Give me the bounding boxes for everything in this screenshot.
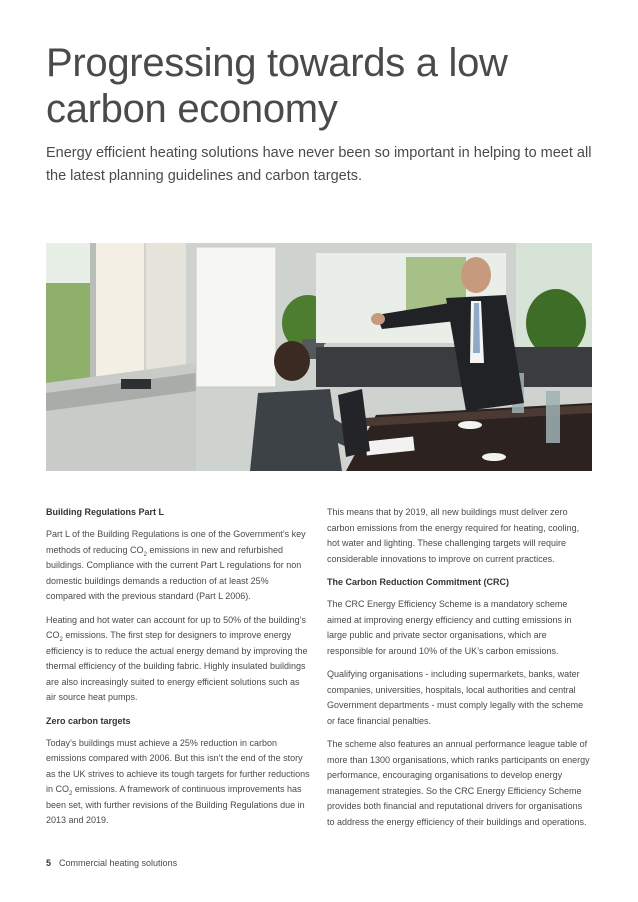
- heading-building-regulations: Building Regulations Part L: [46, 507, 165, 517]
- paragraph-crc-scheme: The CRC Energy Efficiency Scheme is a mandatory scheme aimed at improving energy efficiency and cutting emissions in large public and private sector organisations, which are responsible for around 10% of the UK’s carbon emissions.: [327, 599, 572, 656]
- page-title: Progressing towards a low carbon economy: [46, 41, 508, 131]
- left-column: [46, 505, 310, 837]
- paragraph-2019-buildings: This means that by 2019, all new buildings must deliver zero carbon emissions from the energy required for heating, cooling, hot water and lighting. These challenging targets will require considerable innovations to improve on current practices.: [327, 507, 580, 564]
- page-footer: [46, 858, 177, 868]
- heading-crc: The Carbon Reduction Commitment (CRC): [327, 577, 509, 587]
- meeting-photo-illustration: [46, 243, 592, 471]
- paragraph-heating-hot-water: Heating and hot water can account for up to 50% of the building’s $CO_2$ emissions. The first step for designers to improve energy efficiency is to reduce the actual energy demand by improving the thermal efficiency of the building fabric. Highly insulated buildings are also increasingly suited to energy efficient solutions such as air source heat pumps.: [46, 614, 308, 702]
- paragraph-league-table: The scheme also features an annual performance league table of more than 1300 organisations, which ranks participants on energy performance, encouraging organisations to develop energy management strategies. So the CRC Energy Efficiency Scheme provides both financial and reputational drivers for organisations to address the energy efficiency of their buildings and operations.: [327, 739, 590, 827]
- footer-section-title: Commercial heating solutions: [59, 858, 178, 868]
- page-number: 5: [46, 858, 52, 868]
- paragraph-qualifying-organisations: Qualifying organisations - including supermarkets, banks, water companies, universities, hospitals, local authorities and central Government departments - must comply legally with the scheme or face financial penalties.: [327, 669, 584, 726]
- paragraph-zero-carbon: Today’s buildings must achieve a 25% reduction in carbon emissions compared with 2006. But this isn’t the end of the story as the UK strives to achieve its tough targets for further reductions in $CO_2$ emissions. A framework of continuous improvements has been set, with further revisions of the Building Regulations due in 2013 and 2019.: [46, 737, 310, 825]
- page-subtitle: Energy efficient heating solutions have never been so important in helping to meet all the latest planning guidelines and carbon targets.: [46, 145, 592, 184]
- meeting-photo: [46, 243, 592, 471]
- right-column: [327, 505, 591, 838]
- paragraph-part-l: Part L of the Building Regulations is one of the Government’s key methods of reducing $CO_2$ emissions in new and refurbished buildings. Compliance with the current Part L regulations for non domestic buildings demands a reduction of at least 25% compared with the previous standard (Part L 2006).: [46, 529, 306, 601]
- heading-zero-carbon-targets: Zero carbon targets: [46, 715, 131, 726]
